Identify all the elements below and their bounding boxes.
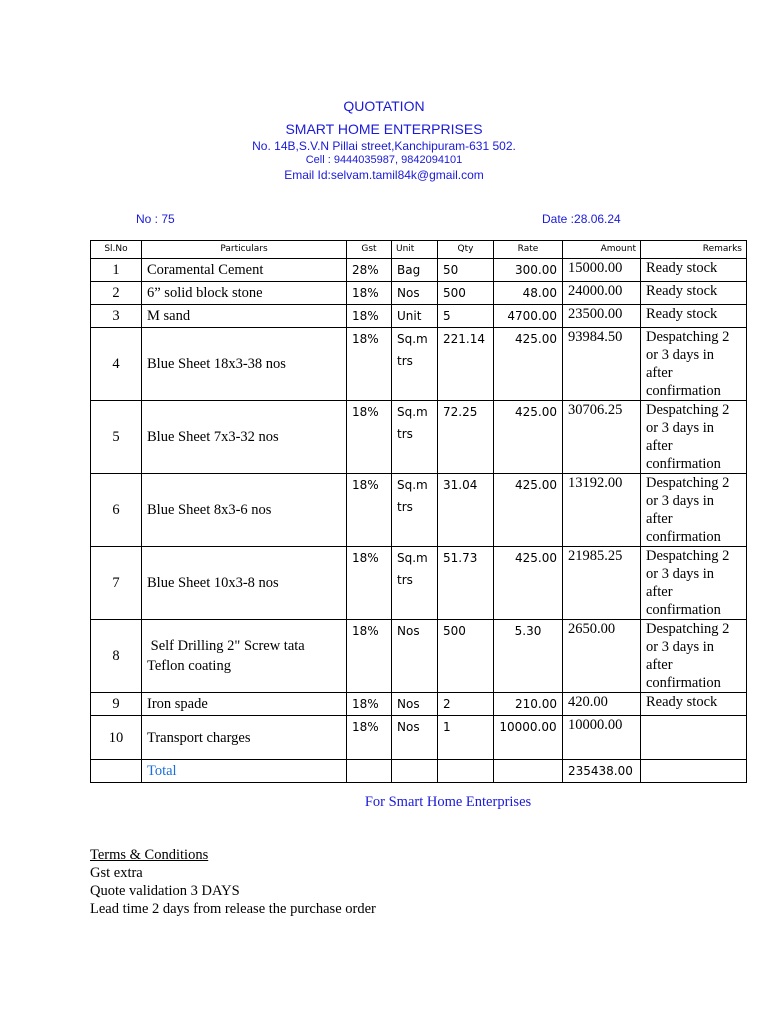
cell-unit: Sq.m trs bbox=[392, 328, 438, 401]
cell-empty bbox=[641, 760, 747, 783]
cell-remarks: Ready stock bbox=[641, 693, 747, 716]
cell-amount: 21985.25 bbox=[563, 547, 641, 620]
terms-item: Lead time 2 days from release the purchase order bbox=[90, 901, 376, 917]
signature-line: For Smart Home Enterprises bbox=[364, 794, 532, 810]
cell-particulars: Blue Sheet 10x3-8 nos bbox=[142, 547, 347, 620]
cell-remarks: Ready stock bbox=[641, 282, 747, 305]
cell-slno: 7 bbox=[91, 547, 142, 620]
cell-slno: 4 bbox=[91, 328, 142, 401]
cell-rate: 48.00 bbox=[494, 282, 563, 305]
cell-rate: 425.00 bbox=[494, 547, 563, 620]
column-header-remarks: Remarks bbox=[641, 241, 747, 259]
cell-empty bbox=[347, 760, 392, 783]
cell-unit: Nos bbox=[392, 282, 438, 305]
cell-particulars: 6” solid block stone bbox=[142, 282, 347, 305]
cell-amount: 10000.00 bbox=[563, 716, 641, 760]
cell-amount: 23500.00 bbox=[563, 305, 641, 328]
cell-qty: 500 bbox=[438, 620, 494, 693]
cell-particulars: Blue Sheet 8x3-6 nos bbox=[142, 474, 347, 547]
cell-remarks: Despatching 2 or 3 days in after confirmation bbox=[641, 328, 747, 401]
column-header-gst: Gst bbox=[347, 241, 392, 259]
cell-rate: 210.00 bbox=[494, 693, 563, 716]
cell-amount: 2650.00 bbox=[563, 620, 641, 693]
table-row bbox=[91, 547, 747, 620]
cell-slno: 1 bbox=[91, 259, 142, 282]
cell-amount: 93984.50 bbox=[563, 328, 641, 401]
cell-unit: Sq.m trs bbox=[392, 474, 438, 547]
cell-gst: 18% bbox=[347, 693, 392, 716]
column-header-particulars: Particulars bbox=[142, 241, 347, 259]
terms-item: Gst extra bbox=[90, 865, 143, 881]
document-title: QUOTATION bbox=[343, 98, 425, 114]
total-label: Total bbox=[142, 760, 347, 783]
table-row bbox=[91, 259, 747, 282]
cell-remarks: Ready stock bbox=[641, 305, 747, 328]
cell-slno: 2 bbox=[91, 282, 142, 305]
column-header-qty: Qty bbox=[438, 241, 494, 259]
cell-gst: 18% bbox=[347, 328, 392, 401]
table-row bbox=[91, 401, 747, 474]
cell-amount: 13192.00 bbox=[563, 474, 641, 547]
cell-amount: 24000.00 bbox=[563, 282, 641, 305]
table-total-row bbox=[91, 760, 747, 783]
column-header-amount: Amount bbox=[563, 241, 641, 259]
cell-slno: 5 bbox=[91, 401, 142, 474]
cell-particulars: Coramental Cement bbox=[142, 259, 347, 282]
cell-qty: 31.04 bbox=[438, 474, 494, 547]
cell-particulars: Blue Sheet 18x3-38 nos bbox=[142, 328, 347, 401]
terms-heading: Terms & Conditions bbox=[90, 847, 209, 863]
table-row bbox=[91, 620, 747, 693]
cell-qty: 50 bbox=[438, 259, 494, 282]
company-name: SMART HOME ENTERPRISES bbox=[285, 121, 483, 137]
table-row bbox=[91, 282, 747, 305]
cell-remarks: Despatching 2 or 3 days in after confirmation bbox=[641, 620, 747, 693]
cell-slno: 3 bbox=[91, 305, 142, 328]
cell-slno: 9 bbox=[91, 693, 142, 716]
cell-gst: 18% bbox=[347, 620, 392, 693]
cell-qty: 2 bbox=[438, 693, 494, 716]
cell-unit: Sq.m trs bbox=[392, 547, 438, 620]
column-header-unit: Unit bbox=[392, 241, 438, 259]
cell-amount: 15000.00 bbox=[563, 259, 641, 282]
table-header-row bbox=[91, 241, 747, 259]
cell-unit: Unit bbox=[392, 305, 438, 328]
cell-gst: 18% bbox=[347, 547, 392, 620]
cell-empty bbox=[438, 760, 494, 783]
cell-gst: 28% bbox=[347, 259, 392, 282]
table-row bbox=[91, 328, 747, 401]
cell-rate: 10000.00 bbox=[494, 716, 563, 760]
cell-remarks bbox=[641, 716, 747, 760]
cell-qty: 221.14 bbox=[438, 328, 494, 401]
cell-particulars: Iron spade bbox=[142, 693, 347, 716]
terms-item: Quote validation 3 DAYS bbox=[90, 883, 240, 899]
quotation-number: No : 75 bbox=[136, 212, 175, 226]
cell-particulars: Self Drilling 2" Screw tata Teflon coating bbox=[142, 620, 347, 693]
cell-remarks: Ready stock bbox=[641, 259, 747, 282]
table-row bbox=[91, 474, 747, 547]
cell-rate: 425.00 bbox=[494, 401, 563, 474]
quotation-date: Date :28.06.24 bbox=[542, 212, 621, 226]
cell-slno: 8 bbox=[91, 620, 142, 693]
column-header-rate: Rate bbox=[494, 241, 563, 259]
cell-slno: 10 bbox=[91, 716, 142, 760]
cell-unit: Nos bbox=[392, 693, 438, 716]
cell-qty: 72.25 bbox=[438, 401, 494, 474]
table-row bbox=[91, 693, 747, 716]
cell-qty: 51.73 bbox=[438, 547, 494, 620]
company-address: No. 14B,S.V.N Pillai street,Kanchipuram-631 502. bbox=[252, 139, 516, 153]
column-header-slno: Sl.No bbox=[91, 241, 142, 259]
cell-empty bbox=[494, 760, 563, 783]
cell-qty: 500 bbox=[438, 282, 494, 305]
cell-empty bbox=[91, 760, 142, 783]
cell-particulars: Blue Sheet 7x3-32 nos bbox=[142, 401, 347, 474]
cell-unit: Nos bbox=[392, 716, 438, 760]
cell-empty bbox=[392, 760, 438, 783]
cell-unit: Sq.m trs bbox=[392, 401, 438, 474]
cell-amount: 30706.25 bbox=[563, 401, 641, 474]
cell-particulars: Transport charges bbox=[142, 716, 347, 760]
company-phone: Cell : 9444035987, 9842094101 bbox=[305, 154, 463, 166]
cell-remarks: Despatching 2 or 3 days in after confirmation bbox=[641, 401, 747, 474]
cell-rate: 425.00 bbox=[494, 474, 563, 547]
cell-remarks: Despatching 2 or 3 days in after confirmation bbox=[641, 474, 747, 547]
cell-gst: 18% bbox=[347, 282, 392, 305]
company-email: Email Id:selvam.tamil84k@gmail.com bbox=[284, 168, 484, 182]
cell-rate: 425.00 bbox=[494, 328, 563, 401]
cell-gst: 18% bbox=[347, 305, 392, 328]
table-row bbox=[91, 716, 747, 760]
cell-qty: 1 bbox=[438, 716, 494, 760]
cell-particulars: M sand bbox=[142, 305, 347, 328]
cell-unit: Nos bbox=[392, 620, 438, 693]
cell-rate: 5.30 bbox=[494, 620, 563, 693]
cell-remarks: Despatching 2 or 3 days in after confirmation bbox=[641, 547, 747, 620]
quotation-table bbox=[90, 240, 747, 783]
cell-gst: 18% bbox=[347, 716, 392, 760]
table-row bbox=[91, 305, 747, 328]
cell-rate: 300.00 bbox=[494, 259, 563, 282]
cell-slno: 6 bbox=[91, 474, 142, 547]
cell-rate: 4700.00 bbox=[494, 305, 563, 328]
cell-amount: 420.00 bbox=[563, 693, 641, 716]
cell-gst: 18% bbox=[347, 401, 392, 474]
cell-unit: Bag bbox=[392, 259, 438, 282]
total-amount: 235438.00 bbox=[563, 760, 641, 783]
cell-gst: 18% bbox=[347, 474, 392, 547]
cell-qty: 5 bbox=[438, 305, 494, 328]
